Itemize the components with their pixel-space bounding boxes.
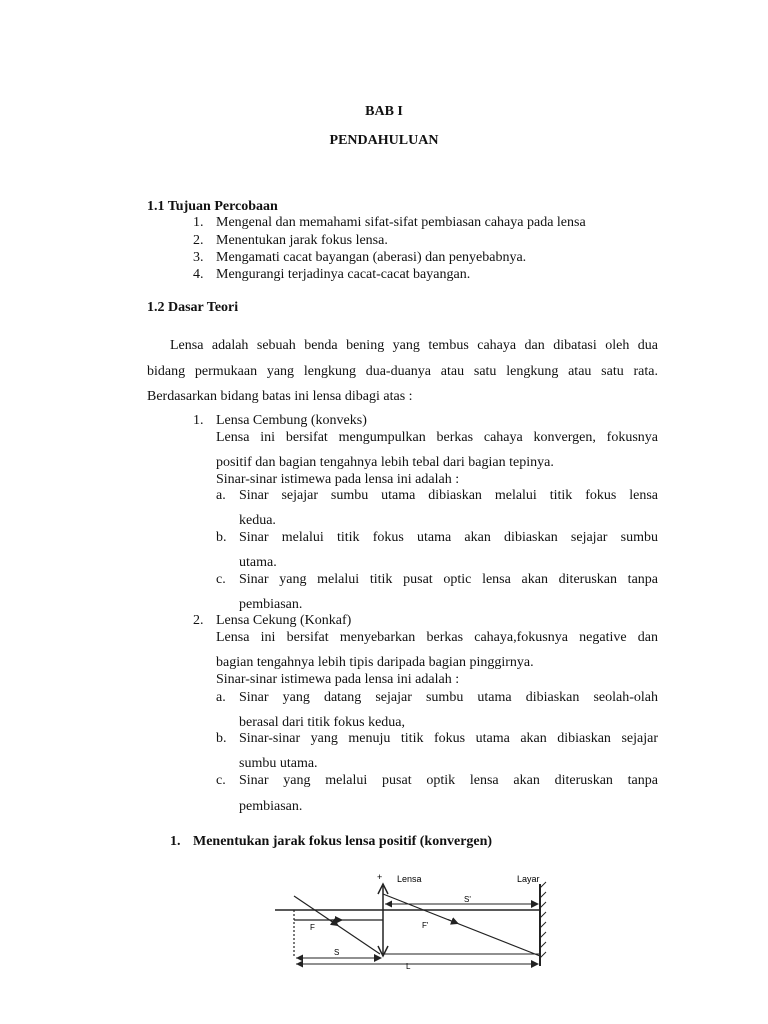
- chapter-title: PENDAHULUAN: [329, 133, 439, 148]
- subsection-title: Menentukan jarak fokus lensa positif (konvergen): [193, 834, 493, 849]
- list-item: Mengenal dan memahami sifat-sifat pembiasan cahaya pada lensa: [216, 215, 586, 230]
- ray-text: Sinar-sinar yang menuju titik fokus utama akan dibiaskan sejajar: [239, 731, 658, 746]
- list-item-number: 4.: [193, 267, 204, 282]
- ray-letter: a.: [216, 690, 226, 705]
- lens-description: Lensa ini bersifat mengumpulkan berkas cahaya konvergen, fokusnya: [216, 430, 658, 445]
- lens-plus-label: +: [377, 872, 383, 882]
- list-item: Mengamati cacat bayangan (aberasi) dan penyebabnya.: [216, 250, 527, 265]
- focus-label: F: [310, 923, 315, 932]
- lens-number: 1.: [193, 413, 204, 428]
- list-item-number: 3.: [193, 250, 204, 265]
- section-2-title: 1.2 Dasar Teori: [147, 300, 239, 315]
- rays-intro: Sinar-sinar istimewa pada lensa ini adalah :: [216, 672, 460, 687]
- lens-diagram: [272, 866, 562, 976]
- lens-description: bagian tengahnya lebih tipis daripada bagian pinggirnya.: [216, 655, 534, 670]
- ray-text: kedua.: [239, 513, 276, 528]
- lens-name: Lensa Cekung (Konkaf): [216, 613, 352, 628]
- ray-text: Sinar melalui titik fokus utama akan dibiaskan sejajar sumbu: [239, 530, 658, 545]
- paragraph-line: Lensa adalah sebuah benda bening yang tembus cahaya dan dibatasi oleh dua: [170, 338, 658, 353]
- ray-line: [383, 894, 540, 956]
- screen-label: Layar: [517, 874, 540, 884]
- paragraph-line: Berdasarkan bidang batas ini lensa dibagi atas :: [147, 389, 413, 404]
- list-item: Mengurangi terjadinya cacat-cacat bayangan.: [216, 267, 471, 282]
- lens-name: Lensa Cembung (konveks): [216, 413, 367, 428]
- ray-text: pembiasan.: [239, 799, 303, 814]
- lens-description: positif dan bagian tengahnya lebih tebal dari bagian tepinya.: [216, 455, 554, 470]
- ray-text: Sinar yang melalui pusat optik lensa akan diteruskan tanpa: [239, 773, 658, 788]
- list-item-number: 1.: [193, 215, 204, 230]
- list-item-number: 2.: [193, 233, 204, 248]
- section-1-title: 1.1 Tujuan Percobaan: [147, 199, 278, 214]
- ray-text: Sinar yang datang sejajar sumbu utama dibiaskan seolah-olah: [239, 690, 658, 705]
- l-label: L: [406, 962, 411, 971]
- ray-letter: b.: [216, 530, 227, 545]
- subsection-number: 1.: [170, 834, 181, 849]
- ray-text: sumbu utama.: [239, 756, 318, 771]
- ray-arrow: [448, 920, 458, 924]
- focus-prime-label: F': [422, 921, 429, 930]
- ray-text: utama.: [239, 555, 277, 570]
- ray-arrow: [330, 920, 338, 926]
- paragraph-line: bidang permukaan yang lengkung dua-duanya atau satu lengkung atau satu rata.: [147, 364, 658, 379]
- ray-letter: c.: [216, 572, 226, 587]
- rays-intro: Sinar-sinar istimewa pada lensa ini adalah :: [216, 472, 460, 487]
- ray-text: berasal dari titik fokus kedua,: [239, 715, 406, 730]
- lens-label: Lensa: [397, 874, 422, 884]
- ray-text: Sinar sejajar sumbu utama dibiaskan melalui titik fokus lensa: [239, 488, 658, 503]
- ray-letter: a.: [216, 488, 226, 503]
- lens-description: Lensa ini bersifat menyebarkan berkas cahaya,fokusnya negative dan: [216, 630, 658, 645]
- screen-hatch: [540, 882, 546, 966]
- chapter-heading: BAB I: [365, 104, 403, 119]
- list-item: Menentukan jarak fokus lensa.: [216, 233, 388, 248]
- ray-letter: b.: [216, 731, 227, 746]
- ray-text: pembiasan.: [239, 597, 303, 612]
- ray-text: Sinar yang melalui titik pusat optic lensa akan diteruskan tanpa: [239, 572, 658, 587]
- s-prime-label: S': [464, 895, 471, 904]
- ray-letter: c.: [216, 773, 226, 788]
- s-label: S: [334, 948, 340, 957]
- lens-number: 2.: [193, 613, 204, 628]
